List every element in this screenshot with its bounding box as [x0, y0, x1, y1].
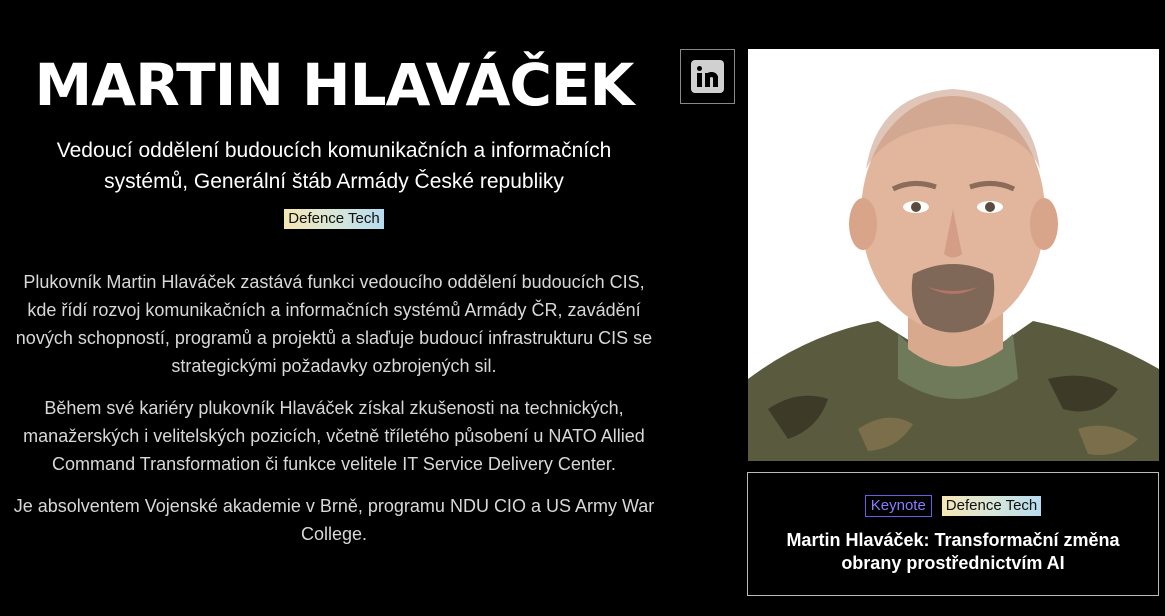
talk-card[interactable] [747, 472, 1159, 596]
bio-paragraph: Je absolventem Vojenské akademie v Brně, programu NDU CIO a US Army War College. [13, 496, 655, 544]
speaker-photo [748, 49, 1159, 461]
speaker-name: MARTIN HLAVÁČEK [34, 51, 634, 119]
linkedin-icon [691, 60, 724, 93]
bio-paragraph: Plukovník Martin Hlaváček zastává funkci vedoucího oddělení budoucích CIS, kde řídí rozvoj komunikačních a informačních systémů Armády ČR, zavádění nových schopností, programů a projektů a slaďuje budoucí infrastrukturu CIS se strategickými požadavky ozbrojených sil. [15, 272, 653, 376]
linkedin-button[interactable] [680, 49, 735, 104]
speaker-bio [8, 268, 660, 562]
speaker-role: Vedoucí oddělení budoucích komunikačních a informačních systémů, Generální štáb Armády České republiky [56, 139, 612, 193]
track-tag[interactable]: Defence Tech [284, 209, 383, 229]
track-tag[interactable]: Defence Tech [942, 496, 1041, 516]
keynote-tag[interactable]: Keynote [865, 495, 932, 517]
talk-title[interactable]: Martin Hlaváček: Transformační změna obrany prostřednictvím AI [786, 530, 1120, 573]
bio-paragraph: Během své kariéry plukovník Hlaváček získal zkušenosti na technických, manažerských i velitelských pozicích, včetně tříletého působení u NATO Allied Command Transformation či funkce velitele IT Service Delivery Center. [23, 398, 645, 474]
